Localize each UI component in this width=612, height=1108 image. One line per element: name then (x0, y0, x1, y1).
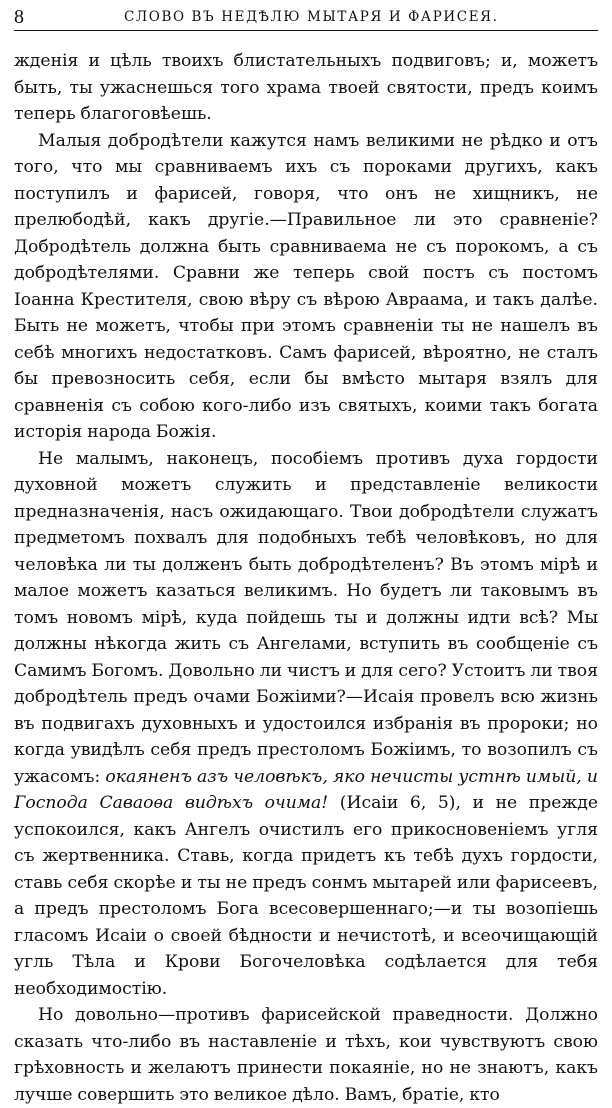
running-head (14, 4, 598, 31)
text-segment: жденія и цѣль твоихъ блистательныхъ подвиговъ; и, можетъ быть, ты ужаснешься того храма твоей святости, предъ коимъ теперь благоговѣешь. (14, 51, 598, 124)
text-segment: Но довольно—противъ фарисейской праведности. Должно сказать что-либо въ наставленіе и тѣхъ, кои чувствуютъ свою грѣховность и желаютъ принести покаяніе, но не знаютъ, какъ лучше совершить это великое дѣло. Вамъ, братіе, кто (14, 1005, 598, 1105)
paragraph-2 (14, 128, 598, 446)
body-text (14, 48, 598, 1108)
paragraph-3 (14, 446, 598, 1003)
paragraph-1 (14, 48, 598, 128)
running-title: СЛОВО ВЪ НЕДѢЛЮ МЫТАРЯ И ФАРИСЕЯ. (124, 9, 499, 25)
book-page (14, 4, 598, 1108)
page-number: 8 (14, 6, 24, 28)
text-segment: (Исаіи 6, 5), и не прежде успокоился, какъ Ангелъ очистилъ его прикосновеніемъ угля съ жертвенника. Ставь, когда придетъ къ тебѣ духъ гордости, ставь себя скорѣе и ты не предъ сонмъ мытарей или фарисеевъ, а предъ престоломъ Бога всесовершеннаго;—и ты возопіешь гласомъ Исаіи о своей бѣдности и нечистотѣ, и всеочищающій угль Тѣла и Крови Богочеловѣка содѣлается для тебя необходимостію. (14, 793, 599, 999)
scripture-quote: окаяненъ азъ человѣкъ, яко нечисты устнѣ имый, и Господа Саваоѳа видѣхъ очима! (14, 766, 598, 813)
text-segment: Не малымъ, наконецъ, пособіемъ противъ духа гордости духовной можетъ служить и представленіе великости предназначенія, насъ ожидающаго. Твои добродѣтели служатъ предметомъ похвалъ для подобныхъ тебѣ человѣковъ, но для человѣка ли ты долженъ быть добродѣтеленъ? Въ этомъ мірѣ и малое можетъ казаться великимъ. Но будетъ ли таковымъ въ томъ новомъ мірѣ, куда пойдешь ты и должны идти всѣ? Мы должны нѣкогда жить съ Ангелами, вступить въ сообщеніе съ Самимъ Богомъ. Довольно ли чистъ и для сего? Устоитъ ли твоя добродѣтель предъ очами Божіими?—Исаія провелъ всю жизнь въ подвигахъ духовныхъ и удостоился избранія въ пророки; но когда увидѣлъ себя предъ престоломъ Божіимъ, то возопилъ съ ужасомъ: (14, 448, 598, 787)
text-segment: Малыя добродѣтели кажутся намъ великими не рѣдко и отъ того, что мы сравниваемъ ихъ съ пороками другихъ, какъ поступилъ и фарисей, говоря, что онъ не хищникъ, не прелюбодѣй, какъ другіе.—Правильное ли это сравненіе? Добродѣтель должна быть сравниваема не съ порокомъ, а съ добродѣтелями. Сравни же теперь свой постъ съ постомъ Іоанна Крестителя, свою вѣру съ вѣрою Авраама, и такъ далѣе. Быть не можетъ, чтобы при этомъ сравненіи ты не нашелъ въ себѣ многихъ недостатковъ. Самъ фарисей, вѣроятно, не сталъ бы превозносить себя, если бы вмѣсто мытаря взялъ для сравненія съ собою кого-либо изъ святыхъ, коими такъ богата исторія народа Божія. (14, 130, 598, 442)
paragraph-4 (14, 1002, 598, 1108)
